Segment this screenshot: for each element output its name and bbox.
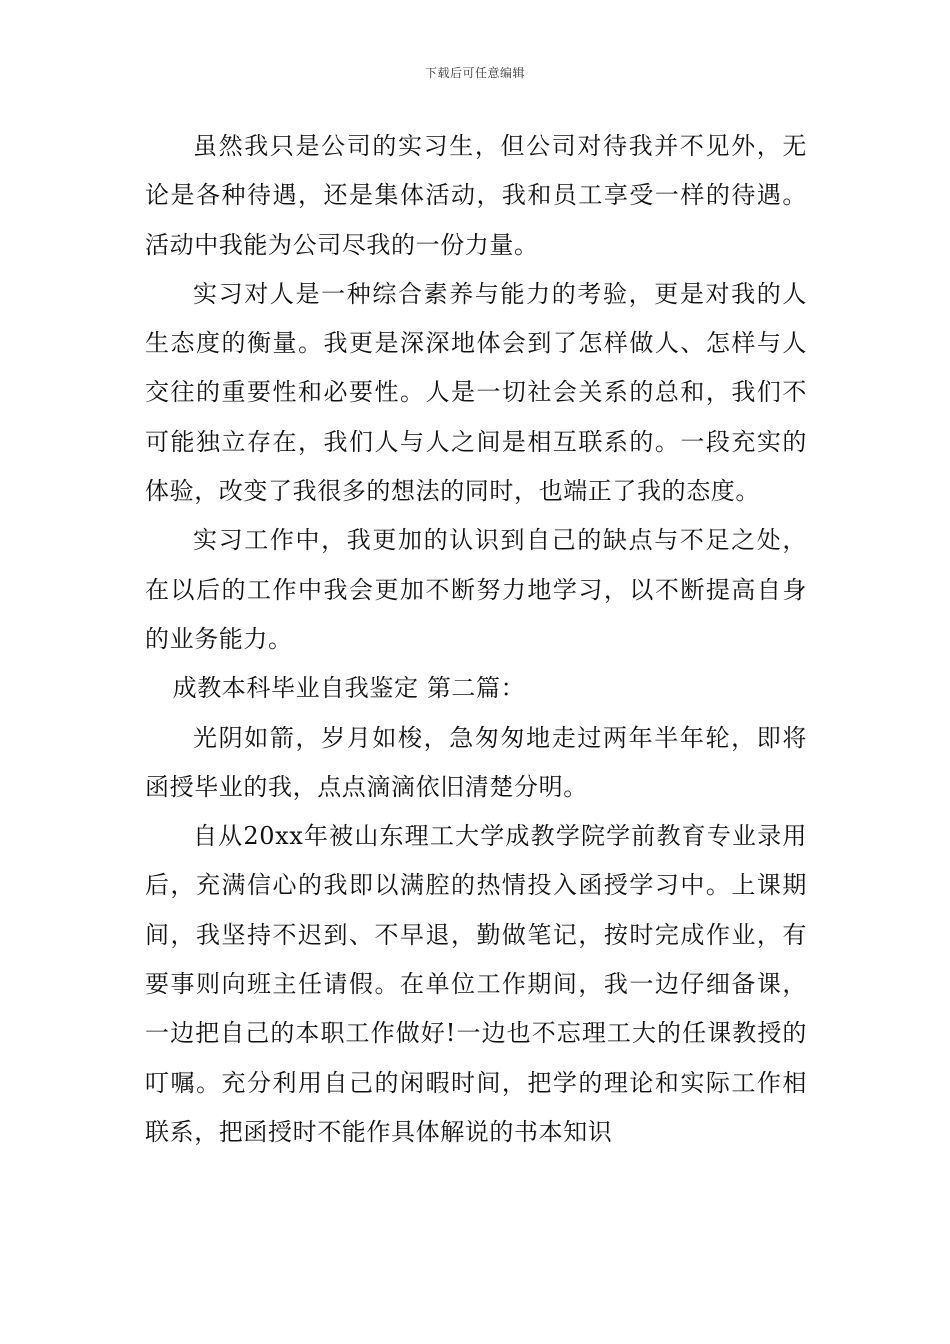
- paragraph-time-flies: 光阴如箭，岁月如梭，急匆匆地走过两年半年轮，即将函授毕业的我，点点滴滴依旧清楚分明。: [145, 723, 807, 801]
- section-heading-part-two: 成教本科毕业自我鉴定 第二篇：: [172, 674, 526, 703]
- paragraph-study-experience: 自从20xx年被山东理工大学成教学院学前教育专业录用后，充满信心的我即以满腔的热情投入函授学习中。上课期间，我坚持不迟到、不早退，勤做笔记，按时完成作业，有要事则向班主任请假。在单位工作期间，我一边仔细备课，一边把自己的本职工作做好!一边也不忘理工大的任课教授的叮嘱。充分利用自己的闲暇时间，把学的理论和实际工作相联系，把函授时不能作具体解说的书本知识: [145, 822, 807, 1146]
- paragraph-intern-treatment: 虽然我只是公司的实习生，但公司对待我并不见外，无论是各种待遇，还是集体活动，我和员工享受一样的待遇。活动中我能为公司尽我的一份力量。: [145, 132, 807, 259]
- document-body: [145, 122, 807, 1157]
- paragraph-internship-test: 实习对人是一种综合素养与能力的考验，更是对我的人生态度的衡量。我更是深深地体会到了怎样做人、怎样与人交往的重要性和必要性。人是一切社会关系的总和，我们不可能独立存在，我们人与人之间是相互联系的。一段充实的体验，改变了我很多的想法的同时，也端正了我的态度。: [145, 279, 807, 506]
- page-header-note: 下载后可任意编辑: [424, 66, 525, 80]
- paragraph-self-improvement: 实习工作中，我更加的认识到自己的缺点与不足之处，在以后的工作中我会更加不断努力地学习，以不断提高自身的业务能力。: [145, 526, 807, 653]
